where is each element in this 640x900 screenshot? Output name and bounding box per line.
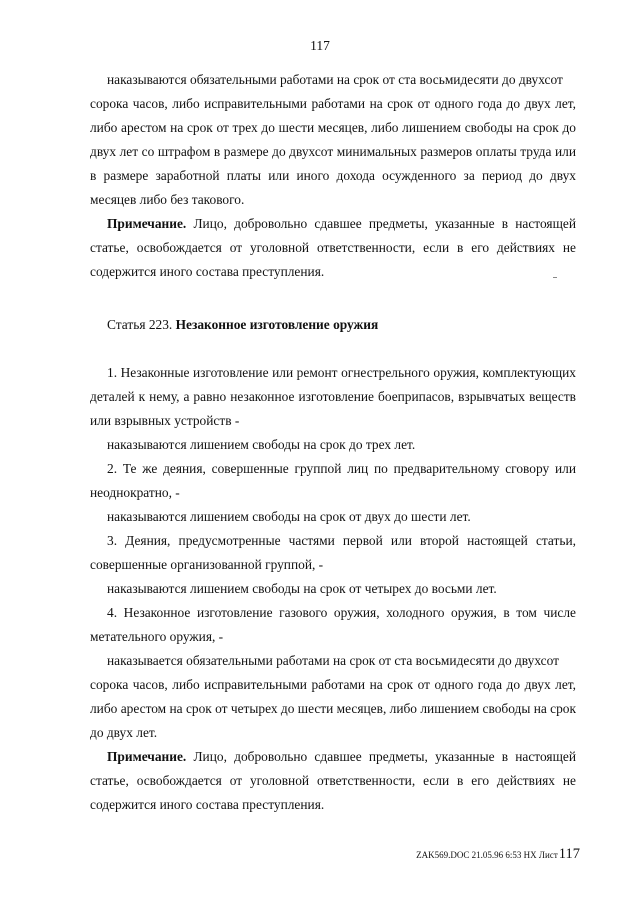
footer: [410, 846, 580, 863]
article-part-4: 4. Незаконное изготовление газового оружия, холодного оружия, в том числе метательного оружия, -: [90, 605, 576, 644]
article-part-1: 1. Незаконные изготовление или ремонт огнестрельного оружия, комплектующих деталей к нему, а равно незаконное изготовление боеприпасов, взрывчатых веществ или взрывных устройств -: [90, 365, 576, 428]
note-1-label: Примечание.: [107, 216, 187, 231]
article-penalty-3: наказываются лишением свободы на срок от четырех до восьми лет.: [107, 581, 497, 596]
page-number: 117: [310, 38, 330, 53]
document-body: [90, 68, 576, 817]
article-penalty-2: наказываются лишением свободы на срок от двух до шести лет.: [107, 509, 471, 524]
article-penalty-4-rest: сорока часов, либо исправительными работами на срок от одного года до двух лет, либо арестом на срок от четырех до шести месяцев, либо лишением свободы на срок до двух лет.: [90, 677, 576, 740]
article-heading: [90, 313, 576, 337]
note-1-text: Лицо, добровольно сдавшее предметы, указанные в настоящей статье, освобождается от уголовной ответственности, если в его действиях не содержится иного состава преступления.: [90, 216, 576, 279]
note-2-label: Примечание.: [107, 749, 187, 764]
article-part-3: 3. Деяния, предусмотренные частями первой или второй настоящей статьи, совершенные организованной группой, -: [90, 533, 576, 572]
continuation-rest: сорока часов, либо исправительными работами на срок от одного года до двух лет, либо арестом на срок от трех до шести месяцев, либо лишением свободы на срок до двух лет со штрафом в размере до двухсот минимальных размеров оплаты труда или в размере заработной платы или иного дохода осужденного за период до двух месяцев либо без такового.: [90, 96, 576, 207]
footer-file-info: ZAK569.DOC 21.05.96 6:53 НХ Лист: [416, 850, 558, 860]
article-penalty-4-line-1: наказывается обязательными работами на срок от ста восьмидесяти до двухсот: [107, 653, 559, 668]
scan-mark: [553, 277, 557, 278]
article-title: Незаконное изготовление оружия: [175, 317, 379, 332]
note-2-text: Лицо, добровольно сдавшее предметы, указанные в настоящей статье, освобождается от уголовной ответственности, если в его действиях не содержится иного состава преступления.: [90, 749, 576, 812]
article-number: Статья 223.: [107, 317, 176, 332]
note-2: [90, 745, 576, 817]
article-part-2: 2. Те же деяния, совершенные группой лиц по предварительному сговору или неоднократно, -: [90, 461, 576, 500]
continuation-line-1: наказываются обязательными работами на срок от ста восьмидесяти до двухсот: [107, 72, 563, 87]
note-1: [90, 212, 576, 284]
footer-sheet-number: 117: [558, 846, 580, 862]
article-penalty-1: наказываются лишением свободы на срок до трех лет.: [107, 437, 416, 452]
